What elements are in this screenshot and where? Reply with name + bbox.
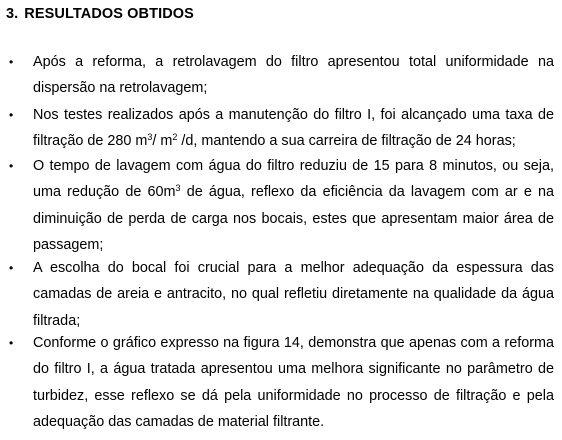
text-segment: Nos testes realizados após a manutenção do filtro I, foi alcançado uma taxa de filtração de 280 m [33, 107, 554, 150]
list-item-text: A escolha do bocal foi crucial para a melhor adequação da espessura das camadas de areia e antracito, no qual refletiu diretamente na qualidade da água filtrada; [33, 260, 554, 329]
text-segment: / m [152, 133, 173, 150]
list-item [0, 102, 562, 155]
section-heading [6, 6, 194, 22]
text-segment: de água, reflexo da eficiência da lavagem com ar e na diminuição de perda de carga nos bocais, estes que apresentam maior área de passagem; [33, 184, 554, 254]
superscript: 3 [175, 183, 181, 194]
section-number: 3. [6, 6, 19, 22]
text-segment: /d, mantendo a sua carreira de filtração de 24 horas; [177, 133, 516, 150]
list-item [0, 49, 562, 102]
bullet-icon: • [9, 55, 14, 69]
bullet-icon: • [9, 159, 14, 173]
bullet-icon: • [9, 336, 14, 350]
section-title: RESULTADOS OBTIDOS [24, 6, 194, 22]
list-item-text: Conforme o gráfico expresso na figura 14, demonstra que apenas com a reforma do filtro I, a água tratada apresentou uma melhora significante no parâmetro de turbidez, esse reflexo se dá pela uniformidade no processo de filtração e pela adequação das camadas de material filtrante. [33, 335, 554, 431]
bullet-icon: • [9, 108, 14, 122]
bullet-icon: • [9, 261, 14, 275]
list-item-text [33, 153, 554, 259]
list-item [0, 255, 562, 334]
list-item-text: Após a reforma, a retrolavagem do filtro apresentou total uniformidade na dispersão na retrolavagem; [33, 54, 554, 97]
superscript: 2 [172, 132, 178, 143]
text-segment: O tempo de lavagem com água do filtro reduziu de 15 para 8 minutos, ou seja, uma redução de 60m [33, 158, 554, 201]
list-item [0, 330, 562, 436]
list-item-text [33, 102, 554, 155]
superscript: 3 [147, 132, 153, 143]
list-item [0, 153, 562, 259]
